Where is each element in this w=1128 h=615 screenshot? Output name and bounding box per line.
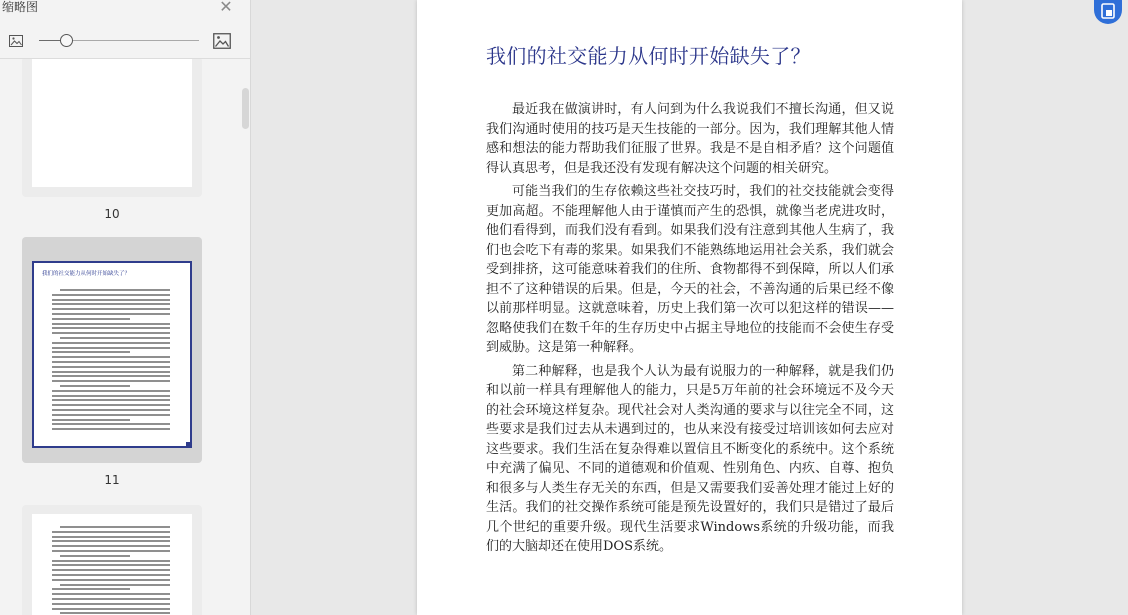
thumbnail-text-line bbox=[52, 395, 170, 397]
thumbnail-page-label: 11 bbox=[104, 473, 120, 487]
zoom-slider-thumb[interactable] bbox=[60, 34, 73, 47]
thumbnail-text-line bbox=[52, 294, 170, 296]
thumbnail-text-line bbox=[52, 574, 170, 576]
thumbnail-text-line bbox=[60, 289, 170, 291]
thumbnail-text-line bbox=[52, 409, 170, 411]
thumbnail-text-line bbox=[52, 569, 170, 571]
thumbnail-text-line bbox=[52, 598, 170, 600]
sidebar-title: 缩略图 bbox=[2, 0, 39, 14]
thumbnail-image bbox=[32, 514, 192, 615]
paragraph: 可能当我们的生存依赖这些社交技巧时，我们的社交技能就会变得更加高超。不能理解他人由于谨慎而产生的恐惧，就像当老虎进攻时，他们看得到，而我们没有看到。如果我们没有注意到其他人生病了，我们也会吃下有毒的浆果。如果我们不能熟练地运用社会关系，我们就会受到排挤，这可能意味着我们的住所、食物都得不到保障，所以人们承担不了这种错误的后果。但是，今天的社会，不善沟通的后果已经不像以前那样明显。这就意味着，历史上我们第一次可以犯这样的错误——忽略使我们在数千年的生存历史中占据主导地位的技能而不会使生存受到威胁。这是第一种解释。 bbox=[486, 184, 894, 355]
thumbnail-image bbox=[32, 59, 192, 187]
thumbnail-text-line bbox=[52, 540, 170, 542]
thumbnail-text-line bbox=[52, 414, 170, 416]
image-small-icon[interactable] bbox=[9, 35, 23, 47]
thumbnail-text-line bbox=[52, 536, 170, 538]
thumbnail-title: 我们的社交能力从何时开始缺失了？ bbox=[42, 271, 131, 277]
thumbnail-text-line bbox=[52, 564, 170, 566]
thumbnail-text-line bbox=[52, 327, 170, 329]
selection-corner bbox=[186, 442, 192, 448]
thumbnail-text-line bbox=[52, 399, 170, 401]
thumbnail-text-line bbox=[60, 526, 170, 528]
thumbnail-text-line bbox=[60, 584, 170, 586]
sidebar-header bbox=[0, 0, 250, 18]
thumbnail-image bbox=[32, 261, 192, 448]
thumbnail-text-line bbox=[52, 550, 170, 552]
thumbnail-text-line bbox=[52, 531, 170, 533]
document-view[interactable] bbox=[251, 0, 1128, 615]
thumbnail-text-line bbox=[52, 375, 170, 377]
thumbnail-text-line bbox=[52, 347, 170, 349]
thumbnail-text-line bbox=[52, 356, 170, 358]
thumbnail-page-11[interactable] bbox=[22, 237, 202, 463]
thumbnail-page-label: 10 bbox=[104, 207, 120, 221]
thumbnail-list[interactable] bbox=[0, 59, 250, 615]
thumbnail-text-line bbox=[52, 419, 130, 421]
thumbnail-text-line bbox=[52, 579, 170, 581]
thumbnail-text-line bbox=[52, 342, 170, 344]
thumbnail-text-line bbox=[52, 404, 170, 406]
close-icon[interactable]: ✕ bbox=[219, 0, 233, 16]
thumbnail-text-line bbox=[60, 385, 130, 387]
thumbnail-text-line bbox=[60, 555, 130, 557]
thumbnail-text-line bbox=[52, 545, 170, 547]
page-body bbox=[486, 100, 894, 561]
thumbnail-text-line bbox=[52, 303, 170, 305]
thumbnail-text-line bbox=[52, 588, 130, 590]
thumbnail-text-line bbox=[52, 366, 170, 368]
thumbnail-text-line bbox=[52, 390, 170, 392]
thumbnail-text-line bbox=[52, 351, 130, 353]
thumbnail-text-line bbox=[52, 560, 170, 562]
thumbnail-text-line bbox=[52, 361, 170, 363]
document-page bbox=[417, 0, 962, 615]
thumbnail-text-line bbox=[52, 380, 170, 382]
picture-in-picture-icon bbox=[1101, 3, 1115, 19]
thumbnail-text-line bbox=[52, 423, 170, 425]
thumbnail-text-line bbox=[52, 323, 170, 325]
paragraph: 第二种解释，也是我个人认为最有说服力的一种解释，就是我们仍和以前一样具有理解他人的能力，只是5万年前的社会环境远不及今天的社会环境这样复杂。现代社会对人类沟通的要求与以往完全不同，这些要求是我们过去从未遇到过的，也从来没有接受过培训该如何去应对这些要求。我们生活在复杂得难以置信且不断变化的系统中。这个系统中充满了偏见、不同的道德观和价值观、性别角色、内疚、自尊、抱负和很多与人类生存无关的东西，但是又需要我们妥善处理才能过上好的生活。我们的社交操作系统可能是预先设置好的，我们只是错过了最后几个世纪的重要升级。现代生活要求Windows系统的升级功能，而我们的大脑却还在使用DOS系统。 bbox=[486, 363, 894, 554]
image-large-icon[interactable] bbox=[213, 33, 231, 49]
thumbnail-zoom-toolbar bbox=[0, 30, 250, 54]
thumbnail-text-line bbox=[52, 332, 170, 334]
paragraph: 最近我在做演讲时，有人问到为什么我说我们不擅长沟通，但又说我们沟通时使用的技巧是天生技能的一部分。因为，我们理解其他人情感和想法的能力帮助我们征服了世界。我是不是自相矛盾？这个问题值得认真思考，但是我还没有发现有解决这个问题的相关研究。 bbox=[486, 102, 894, 176]
sidebar-scrollbar[interactable] bbox=[242, 88, 249, 129]
thumbnail-sidebar bbox=[0, 0, 251, 615]
thumbnail-text-line bbox=[52, 593, 170, 595]
thumbnail-page-12[interactable] bbox=[22, 505, 202, 615]
thumbnail-text-line bbox=[52, 318, 130, 320]
thumbnail-text-line bbox=[52, 308, 170, 310]
thumbnail-text-line bbox=[52, 608, 170, 610]
thumbnail-text-line bbox=[52, 603, 170, 605]
thumbnail-text-line bbox=[60, 612, 170, 614]
thumbnail-text-line bbox=[52, 428, 170, 430]
thumbnail-text-line bbox=[52, 299, 170, 301]
page-title: 我们的社交能力从何时开始缺失了？ bbox=[486, 44, 811, 68]
thumbnail-text-line bbox=[52, 313, 170, 315]
thumbnail-page-10[interactable] bbox=[22, 59, 202, 197]
thumbnail-text-line bbox=[60, 337, 170, 339]
thumbnail-text-line bbox=[52, 371, 170, 373]
